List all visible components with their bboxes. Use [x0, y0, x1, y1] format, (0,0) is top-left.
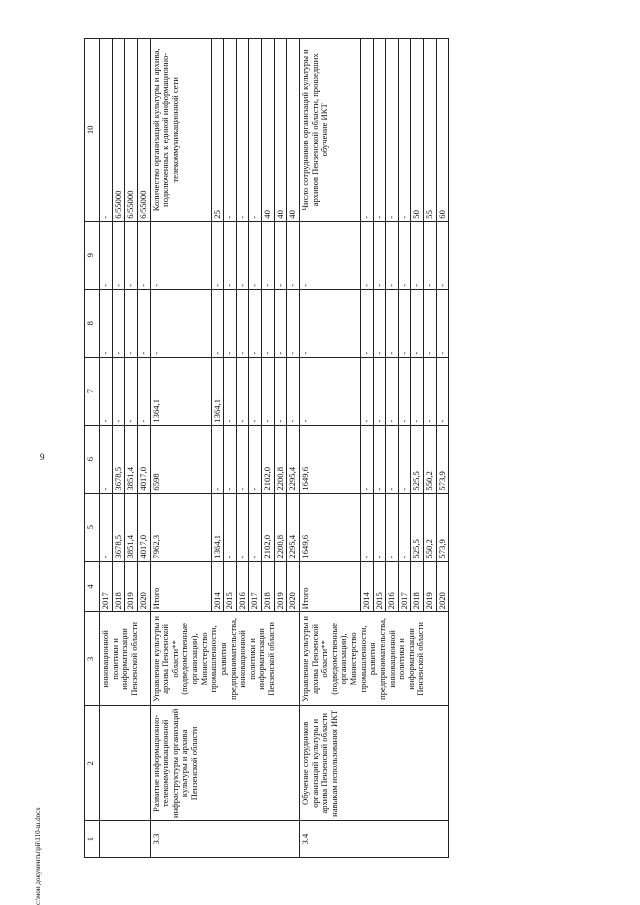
year-cell: 2016 — [236, 561, 249, 612]
year-cell: 2017 — [249, 561, 262, 612]
indicator-cell: 6/55000 — [137, 39, 150, 222]
year-cell: 2019 — [125, 561, 138, 612]
value-cell: - — [224, 221, 237, 289]
value-cell: - — [274, 221, 287, 289]
item-number: 3.4 — [299, 821, 448, 858]
value-cell: - — [386, 493, 399, 561]
value-cell: 1364,1 — [150, 357, 211, 425]
value-cell: - — [137, 221, 150, 289]
year-cell: 2018 — [411, 561, 424, 612]
indicator-cell: 40 — [274, 39, 287, 222]
value-cell: - — [436, 289, 449, 357]
indicator-cell: 6/55000 — [112, 39, 125, 222]
value-cell: - — [224, 425, 237, 493]
year-cell: 2020 — [287, 561, 300, 612]
value-cell: - — [411, 221, 424, 289]
value-cell: - — [224, 289, 237, 357]
value-cell: - — [360, 289, 373, 357]
value-cell: 550,2 — [424, 425, 437, 493]
col-header: 7 — [85, 357, 100, 425]
value-cell: - — [236, 493, 249, 561]
value-cell: - — [100, 221, 113, 289]
col-header: 6 — [85, 425, 100, 493]
value-cell: 525,5 — [411, 425, 424, 493]
year-cell: 2020 — [436, 561, 449, 612]
total-label: Итого — [299, 561, 360, 612]
measure-name: Развитие информационно-телекоммуникационной инфраструктуры организаций культуры и архива Пензенской области — [150, 706, 299, 821]
value-cell: - — [287, 221, 300, 289]
value-cell: - — [386, 289, 399, 357]
value-cell: - — [224, 357, 237, 425]
empty-cell — [100, 821, 151, 858]
value-cell: - — [125, 357, 138, 425]
year-cell: 2015 — [373, 561, 386, 612]
col-header: 10 — [85, 39, 100, 222]
value-cell: - — [373, 221, 386, 289]
value-cell: - — [287, 357, 300, 425]
value-cell: 1649,6 — [299, 425, 360, 493]
value-cell: - — [100, 357, 113, 425]
value-cell: - — [373, 289, 386, 357]
value-cell: - — [386, 357, 399, 425]
indicator-cell: 60 — [436, 39, 449, 222]
measure-name: Обучение сотрудников организаций культуры и архива Пензенской области навыкам использования ИКТ — [299, 706, 448, 821]
value-cell: - — [100, 289, 113, 357]
column-number-row — [85, 39, 100, 858]
value-cell: - — [236, 289, 249, 357]
value-cell: - — [373, 357, 386, 425]
item-number: 3.3 — [150, 821, 299, 858]
executor: Управление культуры и архива Пензенской области** (подведомственные организации), Министерство промышленности, развития предпринимательства, инновационной политики и информатизации Пензенской области — [299, 612, 448, 706]
indicator-cell: 40 — [262, 39, 275, 222]
value-cell: - — [249, 357, 262, 425]
executor: Управление культуры и архива Пензенской области** (подведомственные организации), Министерство промышленности, развития предпринимательства, инновационной политики и информатизации Пензенской области — [150, 612, 299, 706]
indicator-cell: - — [386, 39, 399, 222]
col-header: 5 — [85, 493, 100, 561]
indicator-cell: - — [236, 39, 249, 222]
year-cell: 2014 — [360, 561, 373, 612]
value-cell: - — [137, 289, 150, 357]
col-header: 8 — [85, 289, 100, 357]
value-cell: - — [224, 493, 237, 561]
value-cell: - — [360, 221, 373, 289]
indicator-cell: - — [249, 39, 262, 222]
empty-cell — [100, 706, 151, 821]
value-cell: - — [150, 289, 211, 357]
value-cell: - — [398, 493, 411, 561]
footer-file-path: с:\мои документы\рй\110-ш.docx — [34, 807, 42, 905]
indicator-cell: 25 — [211, 39, 224, 222]
value-cell: 3678,5 — [112, 493, 125, 561]
year-cell: 2015 — [224, 561, 237, 612]
value-cell: - — [100, 425, 113, 493]
value-cell: - — [262, 221, 275, 289]
indicator-cell: 55 — [424, 39, 437, 222]
col-header: 9 — [85, 221, 100, 289]
year-cell: 2017 — [100, 561, 113, 612]
value-cell: - — [236, 221, 249, 289]
value-cell: - — [424, 357, 437, 425]
indicator-cell: - — [373, 39, 386, 222]
value-cell: 573,9 — [436, 425, 449, 493]
value-cell: 2200,8 — [274, 425, 287, 493]
value-cell: - — [411, 357, 424, 425]
value-cell: - — [373, 425, 386, 493]
value-cell: - — [436, 357, 449, 425]
value-cell: - — [360, 357, 373, 425]
value-cell: - — [398, 221, 411, 289]
rotated-table-page — [84, 38, 618, 858]
value-cell: 1364,1 — [211, 493, 224, 561]
value-cell: 550,2 — [424, 493, 437, 561]
value-cell: 2102,0 — [262, 425, 275, 493]
value-cell: - — [125, 221, 138, 289]
value-cell: - — [262, 289, 275, 357]
value-cell: 1364,1 — [211, 357, 224, 425]
value-cell: - — [411, 289, 424, 357]
value-cell: - — [424, 289, 437, 357]
col-header: 3 — [85, 612, 100, 706]
value-cell: 2295,4 — [287, 425, 300, 493]
value-cell: - — [373, 493, 386, 561]
col-header: 1 — [85, 821, 100, 858]
indicator-cell: - — [100, 39, 113, 222]
table-row — [299, 39, 360, 858]
value-cell: - — [112, 221, 125, 289]
value-cell: 4017,0 — [137, 493, 150, 561]
year-cell: 2016 — [386, 561, 399, 612]
indicator-description: Число сотрудников организаций культуры и архивов Пензенской области, прошедших обучение ИКТ — [299, 39, 360, 222]
value-cell: - — [287, 289, 300, 357]
page-number: 9 — [40, 452, 45, 462]
indicator-cell: 50 — [411, 39, 424, 222]
value-cell: 4017,0 — [137, 425, 150, 493]
value-cell: 3851,4 — [125, 493, 138, 561]
value-cell: - — [211, 289, 224, 357]
value-cell: - — [398, 289, 411, 357]
indicator-cell: 40 — [287, 39, 300, 222]
year-cell: 2020 — [137, 561, 150, 612]
year-cell: 2014 — [211, 561, 224, 612]
col-header: 2 — [85, 706, 100, 821]
value-cell: - — [436, 221, 449, 289]
value-cell: 6598 — [150, 425, 211, 493]
value-cell: 7962,3 — [150, 493, 211, 561]
value-cell: 2200,8 — [274, 493, 287, 561]
year-cell: 2017 — [398, 561, 411, 612]
value-cell: 1649,6 — [299, 493, 360, 561]
value-cell: - — [386, 221, 399, 289]
value-cell: - — [299, 357, 360, 425]
value-cell: - — [112, 289, 125, 357]
value-cell: - — [398, 425, 411, 493]
year-cell: 2019 — [424, 561, 437, 612]
value-cell: - — [299, 221, 360, 289]
total-label: Итого — [150, 561, 211, 612]
year-cell: 2019 — [274, 561, 287, 612]
table-row — [100, 39, 113, 858]
executor-continuation: инновационной политики и информатизации Пензенской области — [100, 612, 151, 706]
value-cell: - — [100, 493, 113, 561]
value-cell: - — [150, 221, 211, 289]
value-cell: - — [236, 357, 249, 425]
value-cell: - — [360, 493, 373, 561]
value-cell: 2102,0 — [262, 493, 275, 561]
col-header: 4 — [85, 561, 100, 612]
indicator-cell: - — [398, 39, 411, 222]
year-cell: 2018 — [112, 561, 125, 612]
value-cell: 525,5 — [411, 493, 424, 561]
indicator-description: Количество организаций культуры и архива, подключенных к единой информационно-телекоммуникационной сети — [150, 39, 211, 222]
value-cell: - — [386, 425, 399, 493]
value-cell: - — [211, 425, 224, 493]
indicator-cell: - — [360, 39, 373, 222]
value-cell: 3678,5 — [112, 425, 125, 493]
value-cell: - — [249, 425, 262, 493]
value-cell: - — [125, 289, 138, 357]
value-cell: - — [274, 357, 287, 425]
year-cell: 2018 — [262, 561, 275, 612]
value-cell: - — [236, 425, 249, 493]
value-cell: 573,9 — [436, 493, 449, 561]
value-cell: - — [112, 357, 125, 425]
value-cell: - — [274, 289, 287, 357]
value-cell: - — [137, 357, 150, 425]
program-table — [84, 38, 449, 858]
indicator-cell: - — [224, 39, 237, 222]
value-cell: - — [249, 493, 262, 561]
value-cell: - — [360, 425, 373, 493]
value-cell: 3851,4 — [125, 425, 138, 493]
value-cell: - — [262, 357, 275, 425]
value-cell: - — [424, 221, 437, 289]
table-row — [150, 39, 211, 858]
value-cell: 2295,4 — [287, 493, 300, 561]
value-cell: - — [299, 289, 360, 357]
value-cell: - — [211, 221, 224, 289]
value-cell: - — [398, 357, 411, 425]
value-cell: - — [249, 289, 262, 357]
value-cell: - — [249, 221, 262, 289]
indicator-cell: 6/55000 — [125, 39, 138, 222]
